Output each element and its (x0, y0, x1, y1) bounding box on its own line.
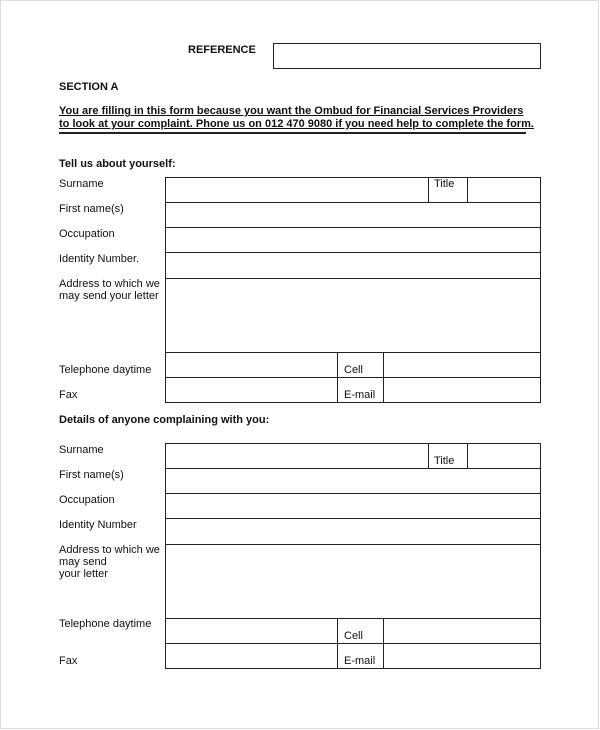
identity-number-label: Identity Number (59, 519, 137, 531)
cell-field[interactable] (384, 619, 540, 643)
surname-field[interactable] (166, 178, 428, 202)
fax-label: Fax (59, 655, 78, 667)
title-field[interactable] (468, 178, 540, 202)
email-field[interactable] (384, 378, 540, 402)
occupation-label: Occupation (59, 494, 115, 506)
title-label: Title (434, 178, 455, 190)
reference-field[interactable] (273, 43, 541, 69)
first-names-label: First name(s) (59, 469, 124, 481)
section-title: SECTION A (59, 81, 119, 93)
first-names-field[interactable] (166, 469, 540, 493)
email-field[interactable] (384, 644, 540, 668)
address-label-line3: your letter (59, 568, 108, 580)
telephone-label: Telephone daytime (59, 618, 152, 630)
first-names-field[interactable] (166, 203, 540, 227)
fax-field[interactable] (166, 378, 337, 402)
intro-line-1: You are filling in this form because you want the Ombud for Financial Services Providers (59, 105, 524, 117)
identity-number-label: Identity Number. (59, 253, 140, 265)
first-names-label: First name(s) (59, 203, 124, 215)
identity-number-field[interactable] (166, 253, 540, 277)
fax-field[interactable] (166, 644, 337, 668)
section-heading: Details of anyone complaining with you: (59, 414, 270, 426)
reference-label: REFERENCE (188, 44, 256, 56)
occupation-field[interactable] (166, 494, 540, 518)
cell-divider (428, 443, 429, 468)
cell-divider (337, 618, 338, 668)
cell-divider (428, 177, 429, 202)
intro-line-2: to look at your complaint. Phone us on 012 470 9080 if you need help to complete the form. (59, 118, 534, 130)
title-field[interactable] (468, 444, 540, 468)
telephone-field[interactable] (166, 353, 337, 377)
telephone-label: Telephone daytime (59, 364, 152, 376)
surname-field[interactable] (166, 444, 428, 468)
email-label: E-mail (344, 389, 376, 401)
cell-field[interactable] (384, 353, 540, 377)
title-label: Title (434, 455, 455, 467)
address-label-line1: Address to which we (59, 544, 160, 556)
occupation-label: Occupation (59, 228, 115, 240)
address-label-line1: Address to which we (59, 278, 160, 290)
surname-label: Surname (59, 444, 104, 456)
section-heading: Tell us about yourself: (59, 158, 176, 170)
address-field[interactable] (166, 279, 540, 352)
address-field[interactable] (166, 545, 540, 618)
identity-number-field[interactable] (166, 519, 540, 543)
telephone-field[interactable] (166, 619, 337, 643)
cell-label: Cell (344, 630, 363, 642)
cell-label: Cell (344, 364, 363, 376)
email-label: E-mail (344, 655, 376, 667)
intro-divider (59, 132, 526, 134)
cell-divider (337, 352, 338, 402)
address-label-line2: may send your letter (59, 290, 159, 302)
address-label-line2: may send (59, 556, 107, 568)
surname-label: Surname (59, 178, 104, 190)
fax-label: Fax (59, 389, 78, 401)
occupation-field[interactable] (166, 228, 540, 252)
